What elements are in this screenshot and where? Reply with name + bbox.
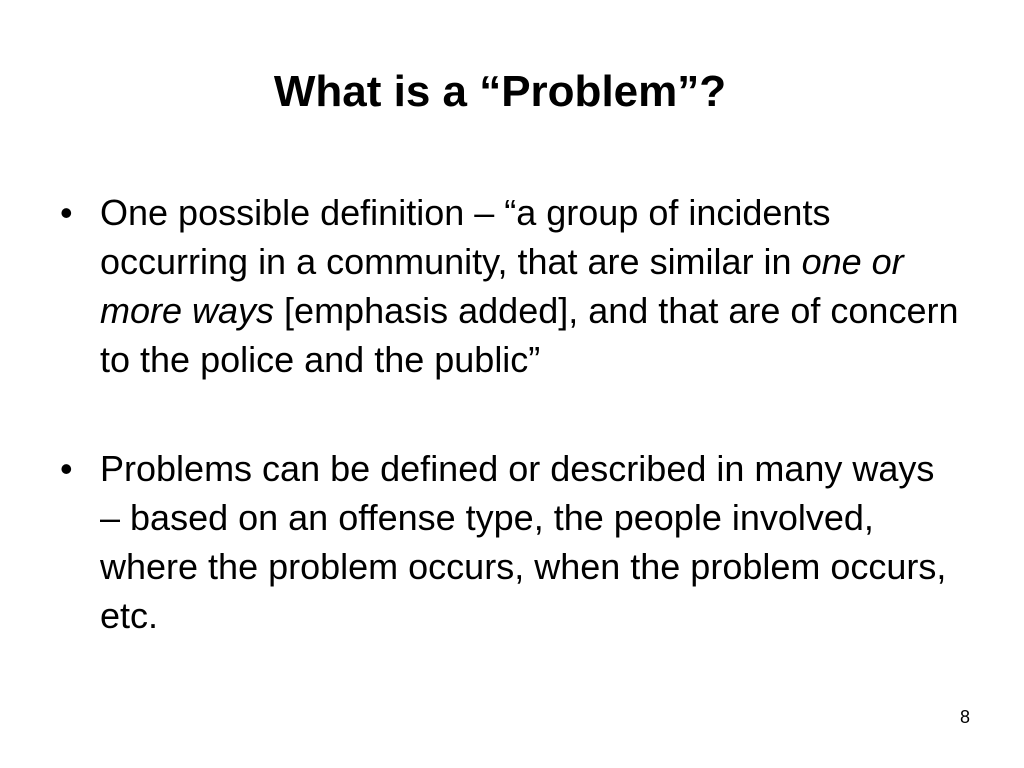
bullet-text-after-emphasis: [emphasis added], and that are of concern to the police and the public” [100, 290, 959, 380]
bullet-list [54, 188, 964, 640]
bullet-text: Problems can be defined or described in many ways – based on an offense type, the people involved, where the problem occurs, when the problem occurs, etc. [100, 448, 947, 636]
page-number: 8 [959, 707, 970, 727]
bullet-dot-icon: • [60, 448, 73, 489]
bullet-dot-icon: • [60, 192, 73, 233]
bullet-item-descriptions [54, 444, 964, 640]
bullet-text-before-emphasis: One possible definition – “a group of incidents occurring in a community, that are similar in [100, 192, 831, 282]
bullet-text-emphasis: one or more ways [100, 241, 904, 331]
bullet-item-definition [54, 188, 964, 384]
slide-title: What is a “Problem”? [273, 67, 727, 116]
